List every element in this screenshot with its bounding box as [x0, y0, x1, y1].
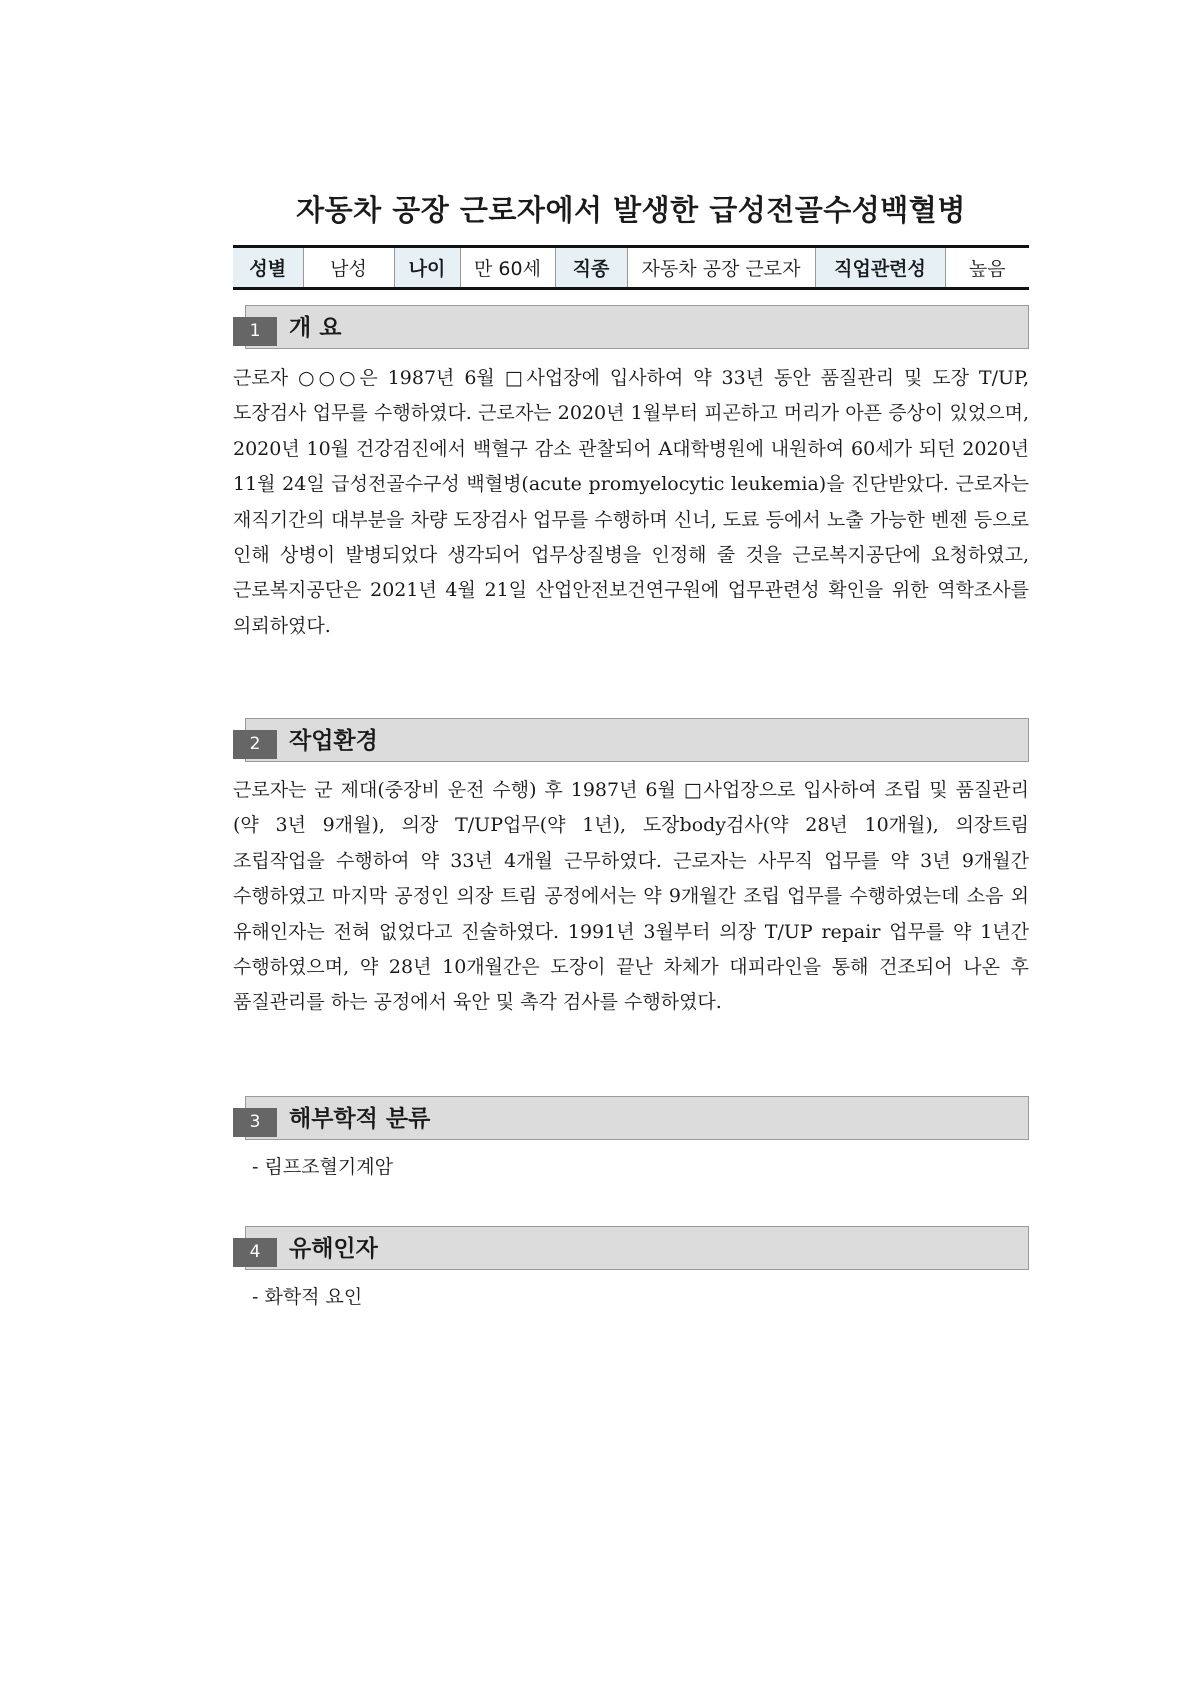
sex-label: 성별 — [233, 247, 303, 289]
section-heading: 해부학적 분류 — [289, 1106, 431, 1132]
section-header-overview — [233, 305, 1029, 351]
section-header-bar — [245, 305, 1029, 349]
section-body-anatomical-classification: - 림프조혈기계암 — [252, 1156, 393, 1178]
section-number-badge: 4 — [233, 1238, 277, 1267]
section-body-work-environment: 근로자는 군 제대(중장비 운전 수행) 후 1987년 6월 □사업장으로 입사하여 조립 및 품질관리(약 3년 9개월), 의장 T/UP업무(약 1년), 도장body검사(약 28년 10개월), 의장트림 조립작업을 수행하여 약 33년 4개월 근무하였다. 근로자는 사무직 업무를 약 3년 9개월간 수행하였고 마지막 공정인 의장 트림 공정에서는 약 9개월간 조립 업무를 수행하였는데 소음 외 유해인자는 전혀 없었다고 진술하였다. 1991년 3월부터 의장 T/UP repair 업무를 약 1년간 수행하였으며, 약 28년 10개월간은 도장이 끝난 차체가 대피라인을 통해 건조되어 나온 후 품질관리를 하는 공정에서 육안 및 촉각 검사를 수행하였다. — [233, 779, 1029, 1014]
section-number-badge: 1 — [233, 317, 277, 346]
age-value: 만 60세 — [460, 247, 555, 289]
section-number-badge: 3 — [233, 1108, 277, 1137]
document-title: 자동차 공장 근로자에서 발생한 급성전골수성백혈병 — [296, 193, 966, 227]
case-info-row — [233, 247, 1029, 289]
work-relevance-value: 높음 — [945, 247, 1029, 289]
job-label: 직종 — [555, 247, 627, 289]
section-heading: 작업환경 — [289, 728, 378, 754]
job-value: 자동차 공장 근로자 — [627, 247, 815, 289]
section-header-hazard-factor — [233, 1226, 1029, 1272]
section-header-work-environment — [233, 718, 1029, 764]
sex-value: 남성 — [303, 247, 394, 289]
section-body-overview: 근로자 ○○○은 1987년 6월 □사업장에 입사하여 약 33년 동안 품질관리 및 도장 T/UP, 도장검사 업무를 수행하였다. 근로자는 2020년 1월부터 피곤하고 머리가 아픈 증상이 있었으며, 2020년 10월 건강검진에서 백혈구 감소 관찰되어 A대학병원에 내원하여 60세가 되던 2020년 11월 24일 급성전골수구성 백혈병(acute promyelocytic leukemia)을 진단받았다. 근로자는 재직기간의 대부분을 차량 도장검사 업무를 수행하며 신너, 도료 등에서 노출 가능한 벤젠 등으로 인해 상병이 발병되었다 생각되어 업무상질병을 인정해 줄 것을 근로복지공단에 요청하였고, 근로복지공단은 2021년 4월 21일 산업안전보건연구원에 업무관련성 확인을 위한 역학조사를 의뢰하였다. — [233, 367, 1029, 637]
section-heading: 개 요 — [289, 315, 342, 341]
work-relevance-label: 직업관련성 — [815, 247, 945, 289]
age-label: 나이 — [394, 247, 460, 289]
case-info-table — [233, 245, 1029, 290]
section-number-badge: 2 — [233, 730, 277, 759]
section-header-anatomical-classification — [233, 1096, 1029, 1142]
section-heading: 유해인자 — [289, 1236, 378, 1262]
section-body-hazard-factor: - 화학적 요인 — [252, 1286, 363, 1308]
